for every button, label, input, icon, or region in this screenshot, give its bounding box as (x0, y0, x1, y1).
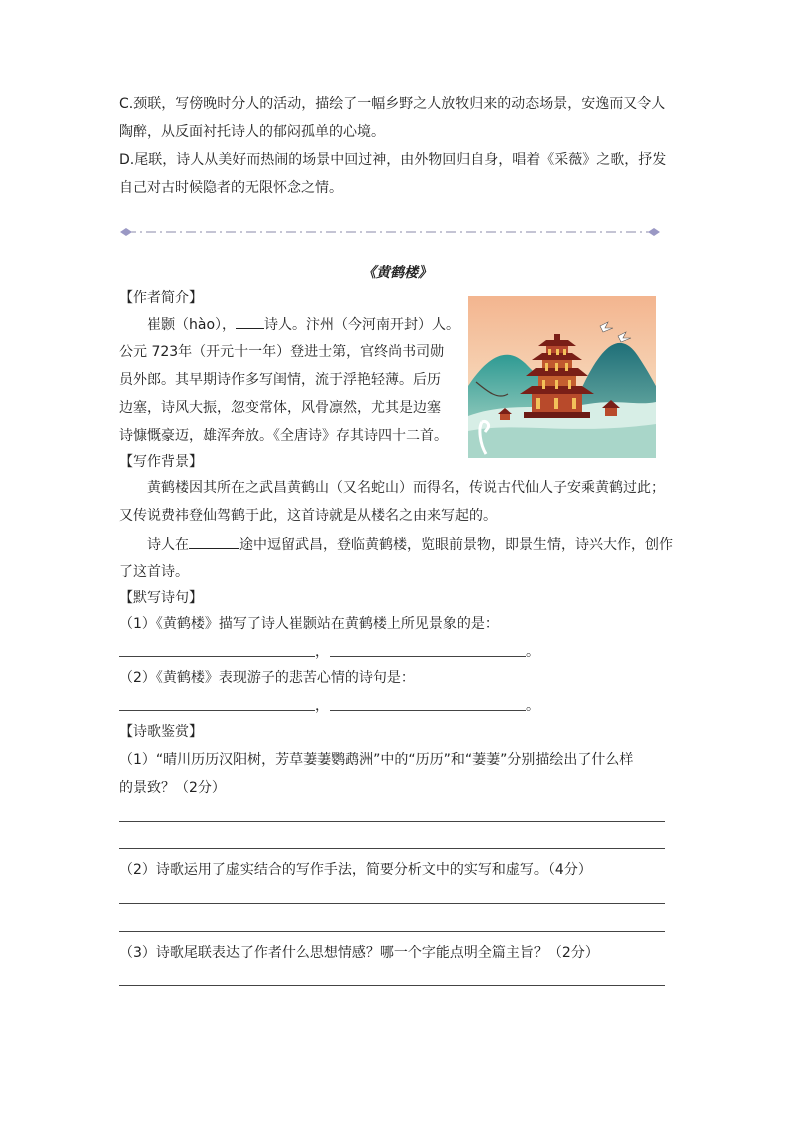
author-line4: 边塞，诗风大振，忽变常体，风骨凛然，尤其是边塞 (119, 400, 441, 416)
background-blank[interactable] (189, 534, 239, 549)
option-d-line2: 自己对古时候隐者的无限怀念之情。 (119, 180, 343, 196)
dictation-heading: 【默写诗句】 (119, 590, 203, 606)
option-c-line2: 陶醉，从反面衬托诗人的郁闷孤单的心境。 (119, 124, 385, 140)
diamond-left-icon (120, 228, 132, 236)
dictation-q2: （2）《黄鹤楼》表现游子的悲苦心情的诗句是： (119, 670, 415, 686)
yellow-crane-tower-illustration (468, 296, 656, 458)
option-d-line1: D.尾联，诗人从美好而热闹的场景中回过神，由外物回归自身，唱着《采薇》之歌，抒发 (119, 152, 667, 168)
background-p1-line1: 黄鹤楼因其所在之武昌黄鹤山（又名蛇山）而得名，传说古代仙人子安乘黄鹤过此； (147, 480, 665, 496)
background-p2-line2: 了这首诗。 (119, 564, 189, 580)
background-heading: 【写作背景】 (119, 454, 203, 470)
diamond-right-icon (648, 228, 660, 236)
section-divider (120, 226, 660, 238)
dictation-q1-period: 。 (526, 644, 540, 660)
dictation-q2-blank1[interactable] (119, 710, 315, 711)
dictation-q2-comma: ， (315, 698, 329, 714)
appreciation-q1-answer-line1[interactable] (119, 821, 665, 822)
appreciation-q3: （3）诗歌尾联表达了作者什么思想情感？哪一个字能点明全篇主旨？（2分） (119, 945, 599, 961)
background-p1-line2: 又传说费祎登仙驾鹤于此，这首诗就是从楼名之由来写起的。 (119, 508, 497, 524)
appreciation-q1-answer-line2[interactable] (119, 848, 665, 849)
appreciation-q1-line2: 的景致？（2分） (119, 780, 226, 796)
author-heading: 【作者简介】 (119, 290, 203, 306)
option-c-line1: C.颈联，写傍晚时分人的活动，描绘了一幅乡野之人放牧归来的动态场景，安逸而又令人 (119, 96, 666, 112)
author-line5: 诗慷慨豪迈，雄浑奔放。《全唐诗》存其诗四十二首。 (119, 428, 448, 444)
author-blank[interactable] (236, 314, 264, 329)
appreciation-q3-answer-line1[interactable] (119, 985, 665, 986)
poem-title: 《黄鹤楼》 (362, 265, 432, 281)
appreciation-q2-answer-line1[interactable] (119, 903, 665, 904)
appreciation-q2-answer-line2[interactable] (119, 931, 665, 932)
background-p2-line1: 诗人在 途中逗留武昌，登临黄鹤楼，览眼前景物，即景生情，诗兴大作，创作 (147, 534, 673, 555)
appreciation-heading: 【诗歌鉴赏】 (119, 724, 203, 740)
dictation-q2-period: 。 (526, 698, 540, 714)
dictation-q1-blank1[interactable] (119, 656, 315, 657)
dictation-q1: （1）《黄鹤楼》描写了诗人崔颢站在黄鹤楼上所见景象的是： (119, 616, 499, 632)
appreciation-q1-line1: （1）“晴川历历汉阳树，芳草萋萋鹦鹉洲”中的“历历”和“萋萋”分别描绘出了什么样 (119, 752, 634, 768)
dictation-q1-blank2[interactable] (330, 656, 526, 657)
appreciation-q2: （2）诗歌运用了虚实结合的写作手法，简要分析文中的实写和虚写。（4分） (119, 862, 592, 878)
author-line3: 员外郎。其早期诗作多写闺情，流于浮艳轻薄。后历 (119, 372, 441, 388)
dictation-q1-comma: ， (315, 644, 329, 660)
author-line2: 公元 723年（开元十一年）登进士第，官终尚书司勋 (119, 344, 445, 360)
author-line1: 崔颢（hào）， 诗人。汴州（今河南开封）人。 (147, 314, 460, 335)
dictation-q2-blank2[interactable] (330, 710, 526, 711)
